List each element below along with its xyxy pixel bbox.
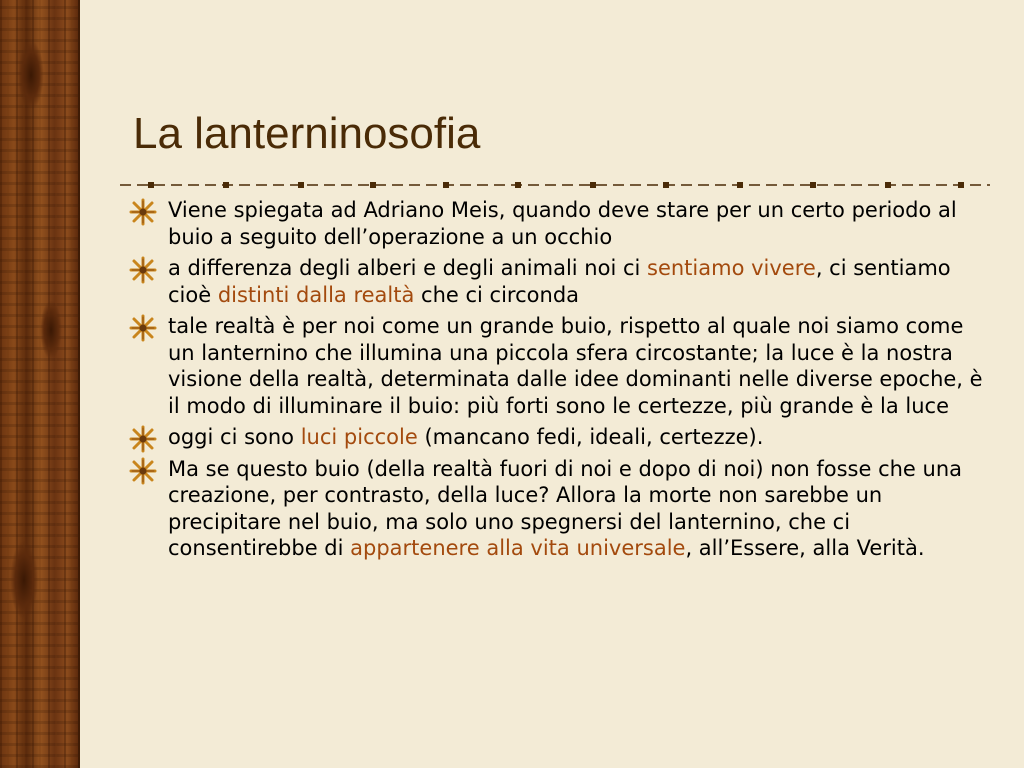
sun-burst-icon	[129, 457, 157, 485]
sun-burst-icon	[129, 198, 157, 226]
slide-body	[125, 197, 985, 567]
bullet-text: che ci circonda	[414, 282, 580, 307]
sun-burst-icon	[129, 314, 157, 342]
bullet-item	[125, 313, 985, 419]
highlight-text: distinti dalla realtà	[217, 282, 415, 307]
sun-burst-icon	[129, 425, 157, 453]
slide-title: La lanterninosofia	[133, 109, 481, 158]
bullet-text: tale realtà è per noi come un grande buio, rispetto al quale noi siamo come un lanternino che illumina una piccola sfera circostante; la luce è la nostra visione della realtà, determinata dalle idee dominanti nelle diverse epoche, è il modo di illuminare il buio: più forti sono le certezze, più grande è la luce	[168, 314, 983, 418]
bullet-item	[125, 197, 985, 250]
bullet-text: a differenza degli alberi e degli animali noi ci	[168, 256, 648, 280]
wood-border	[0, 0, 80, 768]
wood-knot	[18, 40, 44, 110]
wood-knot	[40, 300, 62, 360]
sun-burst-icon	[129, 256, 157, 284]
bullet-item	[125, 456, 985, 562]
wood-knot	[10, 540, 38, 620]
bullet-text: Ma se questo buio (della realtà fuori di noi e dopo di noi) non fosse che una creazione, per contrasto, della luce? Allora la morte non sarebbe un precipitare nel buio, ma solo uno spegnersi del lanternino, che ci consentirebbe di	[168, 456, 963, 560]
bullet-item	[125, 424, 985, 451]
bullet-text: Viene spiegata ad Adriano Meis, quando deve stare per un certo periodo al buio a seguito dell’operazione a un occhio	[168, 198, 957, 249]
bullet-text: , ci sentiamo cioè	[168, 256, 951, 307]
title-divider	[120, 179, 990, 191]
bullet-item	[125, 255, 985, 308]
highlight-text: luci piccole	[300, 425, 418, 449]
bullet-text: , all’Essere, alla Verità.	[685, 536, 925, 560]
highlight-text: sentiamo vivere	[647, 256, 816, 280]
highlight-text: appartenere alla vita universale	[350, 536, 686, 560]
bullet-text: oggi ci sono	[168, 425, 301, 449]
bullet-text: (mancano fedi, ideali, certezze).	[417, 425, 764, 449]
